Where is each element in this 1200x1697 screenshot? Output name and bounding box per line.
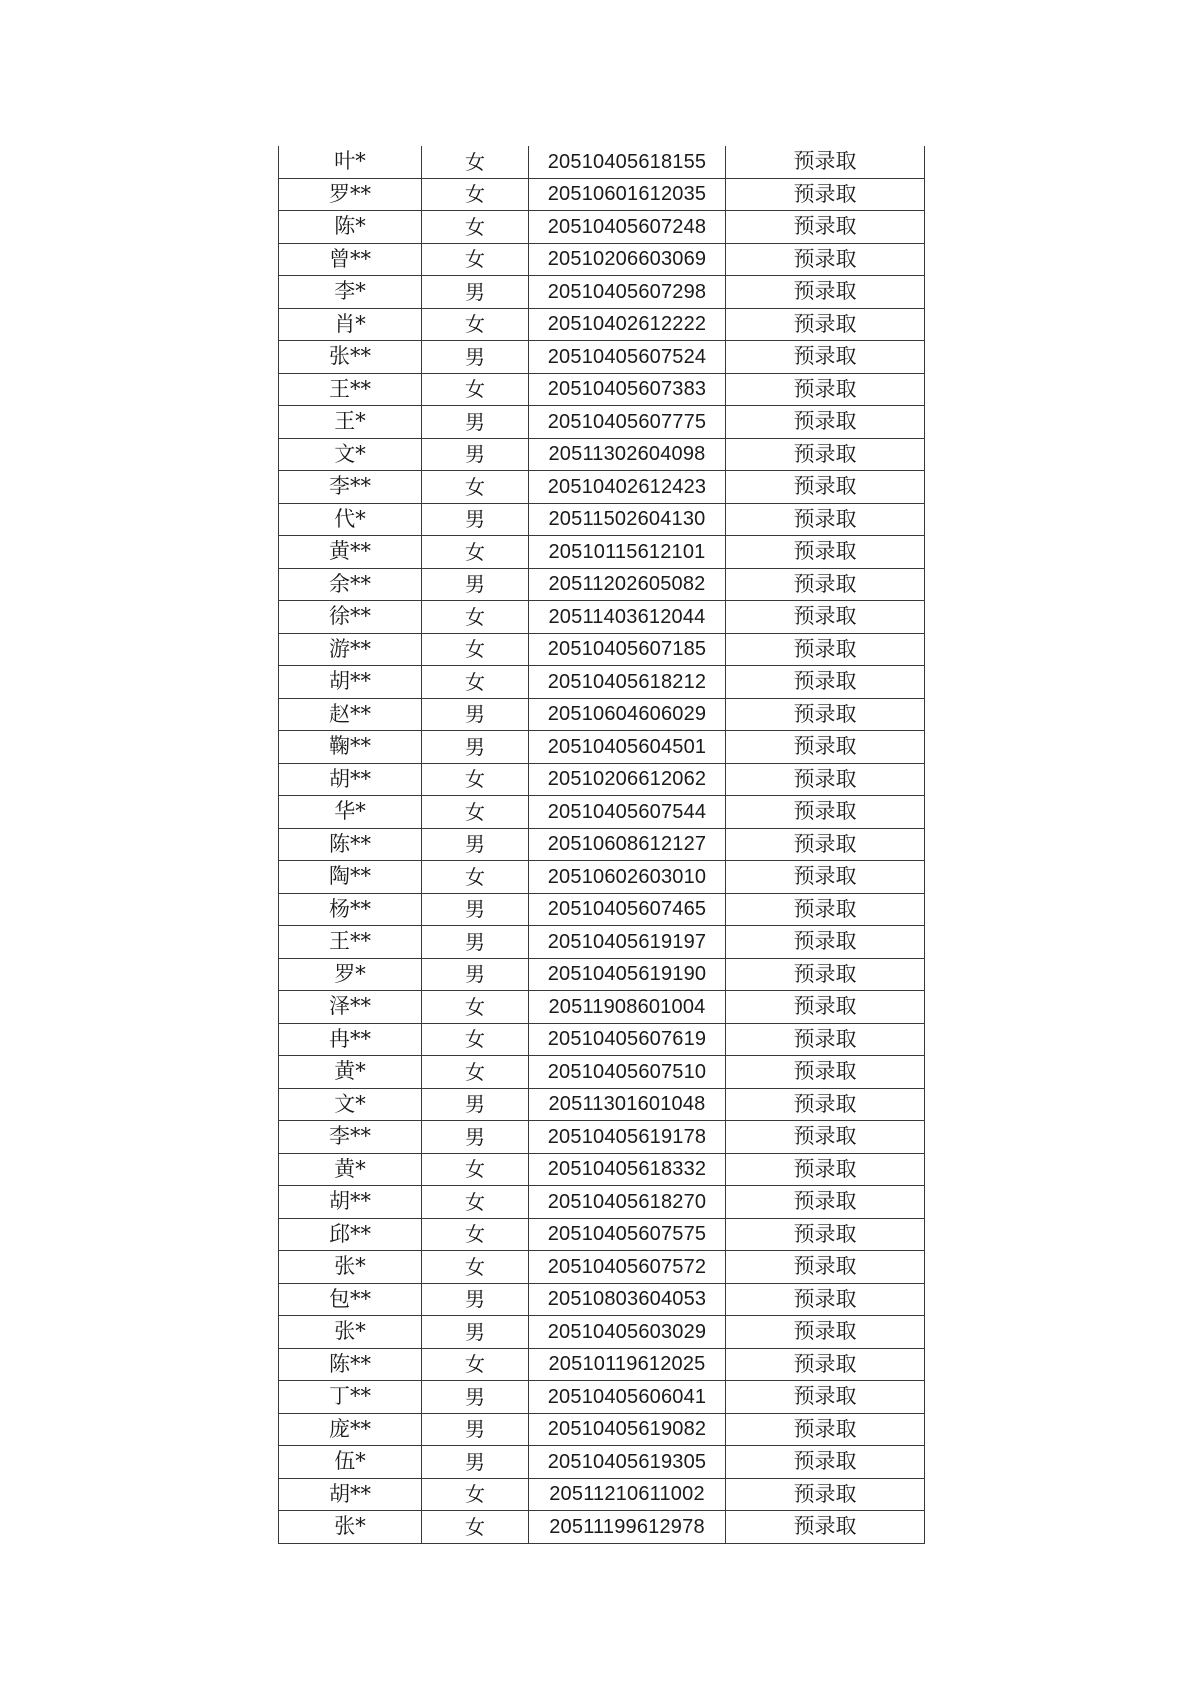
student-name-cell: 张* [279, 1316, 422, 1349]
admission-id-cell: 20510602603010 [529, 861, 726, 894]
status-cell: 预录取 [726, 1446, 925, 1479]
status-cell: 预录取 [726, 536, 925, 569]
gender-cell: 男 [422, 828, 529, 861]
table-row [279, 633, 925, 666]
student-name-cell: 邱** [279, 1218, 422, 1251]
table-row [279, 276, 925, 309]
student-name-cell: 泽** [279, 991, 422, 1024]
admission-id-cell: 20510405607544 [529, 796, 726, 829]
gender-cell: 女 [422, 536, 529, 569]
gender-cell: 男 [422, 1283, 529, 1316]
gender-cell: 男 [422, 893, 529, 926]
admission-id-cell: 20510119612025 [529, 1348, 726, 1381]
student-name-cell: 陈* [279, 211, 422, 244]
status-cell: 预录取 [726, 178, 925, 211]
admission-id-cell: 20510405607510 [529, 1056, 726, 1089]
gender-cell: 女 [422, 373, 529, 406]
table-row [279, 731, 925, 764]
table-row [279, 763, 925, 796]
gender-cell: 女 [422, 308, 529, 341]
student-name-cell: 张* [279, 1251, 422, 1284]
student-name-cell: 胡** [279, 1186, 422, 1219]
student-name-cell: 曾** [279, 243, 422, 276]
admission-id-cell: 20510601612035 [529, 178, 726, 211]
student-name-cell: 王** [279, 373, 422, 406]
table-row [279, 406, 925, 439]
student-name-cell: 代* [279, 503, 422, 536]
status-cell: 预录取 [726, 438, 925, 471]
admission-id-cell: 20510405619082 [529, 1413, 726, 1446]
table-row [279, 471, 925, 504]
table-row [279, 893, 925, 926]
table-row [279, 178, 925, 211]
table-row [279, 1511, 925, 1544]
status-cell: 预录取 [726, 1121, 925, 1154]
status-cell: 预录取 [726, 503, 925, 536]
status-cell: 预录取 [726, 763, 925, 796]
admission-id-cell: 20510405606041 [529, 1381, 726, 1414]
table-row [279, 308, 925, 341]
student-name-cell: 黄** [279, 536, 422, 569]
student-name-cell: 王** [279, 926, 422, 959]
table-row [279, 1446, 925, 1479]
table-row [279, 926, 925, 959]
student-name-cell: 张** [279, 341, 422, 374]
student-name-cell: 罗* [279, 958, 422, 991]
gender-cell: 女 [422, 666, 529, 699]
admission-id-cell: 20510405618270 [529, 1186, 726, 1219]
status-cell: 预录取 [726, 731, 925, 764]
gender-cell: 男 [422, 568, 529, 601]
admission-id-cell: 20510405619305 [529, 1446, 726, 1479]
table-row [279, 1381, 925, 1414]
student-name-cell: 包** [279, 1283, 422, 1316]
student-name-cell: 李* [279, 276, 422, 309]
status-cell: 预录取 [726, 1023, 925, 1056]
status-cell: 预录取 [726, 796, 925, 829]
admission-id-cell: 20510405603029 [529, 1316, 726, 1349]
gender-cell: 男 [422, 276, 529, 309]
status-cell: 预录取 [726, 308, 925, 341]
table-row [279, 1088, 925, 1121]
admission-id-cell: 20510405618332 [529, 1153, 726, 1186]
gender-cell: 女 [422, 1218, 529, 1251]
admission-id-cell: 20510405604501 [529, 731, 726, 764]
gender-cell: 男 [422, 406, 529, 439]
admission-id-cell: 20511908601004 [529, 991, 726, 1024]
table-row [279, 1056, 925, 1089]
gender-cell: 女 [422, 1348, 529, 1381]
status-cell: 预录取 [726, 601, 925, 634]
student-name-cell: 伍* [279, 1446, 422, 1479]
admission-id-cell: 20510405607383 [529, 373, 726, 406]
admission-id-cell: 20510402612222 [529, 308, 726, 341]
admission-id-cell: 20510405607524 [529, 341, 726, 374]
student-name-cell: 游** [279, 633, 422, 666]
gender-cell: 女 [422, 861, 529, 894]
admission-id-cell: 20510405607185 [529, 633, 726, 666]
admission-id-cell: 20510206603069 [529, 243, 726, 276]
table-row [279, 243, 925, 276]
gender-cell: 女 [422, 633, 529, 666]
admission-id-cell: 20510402612423 [529, 471, 726, 504]
status-cell: 预录取 [726, 1153, 925, 1186]
gender-cell: 女 [422, 796, 529, 829]
student-name-cell: 胡** [279, 1478, 422, 1511]
gender-cell: 男 [422, 438, 529, 471]
admission-id-cell: 20510405618155 [529, 146, 726, 178]
table-row [279, 958, 925, 991]
admission-id-cell: 20510405607298 [529, 276, 726, 309]
status-cell: 预录取 [726, 1413, 925, 1446]
admission-id-cell: 20510405607248 [529, 211, 726, 244]
student-name-cell: 陈** [279, 828, 422, 861]
status-cell: 预录取 [726, 1088, 925, 1121]
table-row [279, 536, 925, 569]
gender-cell: 女 [422, 1056, 529, 1089]
gender-cell: 女 [422, 1511, 529, 1544]
status-cell: 预录取 [726, 1381, 925, 1414]
status-cell: 预录取 [726, 698, 925, 731]
status-cell: 预录取 [726, 211, 925, 244]
roster-table-body [279, 146, 925, 1543]
admission-roster-table [278, 146, 925, 1544]
status-cell: 预录取 [726, 666, 925, 699]
admission-id-cell: 20510604606029 [529, 698, 726, 731]
gender-cell: 男 [422, 1088, 529, 1121]
admission-id-cell: 20510405607575 [529, 1218, 726, 1251]
gender-cell: 女 [422, 146, 529, 178]
gender-cell: 男 [422, 926, 529, 959]
student-name-cell: 胡** [279, 763, 422, 796]
gender-cell: 男 [422, 1121, 529, 1154]
table-row [279, 1218, 925, 1251]
gender-cell: 男 [422, 698, 529, 731]
gender-cell: 男 [422, 731, 529, 764]
gender-cell: 女 [422, 471, 529, 504]
admission-id-cell: 20511301601048 [529, 1088, 726, 1121]
student-name-cell: 李** [279, 1121, 422, 1154]
status-cell: 预录取 [726, 633, 925, 666]
table-row [279, 211, 925, 244]
table-row [279, 698, 925, 731]
status-cell: 预录取 [726, 926, 925, 959]
table-row [279, 1316, 925, 1349]
table-row [279, 828, 925, 861]
gender-cell: 男 [422, 1446, 529, 1479]
table-row [279, 438, 925, 471]
status-cell: 预录取 [726, 958, 925, 991]
gender-cell: 男 [422, 341, 529, 374]
student-name-cell: 鞠** [279, 731, 422, 764]
student-name-cell: 李** [279, 471, 422, 504]
student-name-cell: 文* [279, 1088, 422, 1121]
status-cell: 预录取 [726, 1316, 925, 1349]
student-name-cell: 罗** [279, 178, 422, 211]
table-row [279, 568, 925, 601]
student-name-cell: 胡** [279, 666, 422, 699]
admission-id-cell: 20511502604130 [529, 503, 726, 536]
status-cell: 预录取 [726, 1348, 925, 1381]
table-row [279, 1478, 925, 1511]
table-row [279, 1186, 925, 1219]
student-name-cell: 庞** [279, 1413, 422, 1446]
gender-cell: 男 [422, 1316, 529, 1349]
admission-id-cell: 20510803604053 [529, 1283, 726, 1316]
table-row [279, 991, 925, 1024]
admission-id-cell: 20511199612978 [529, 1511, 726, 1544]
status-cell: 预录取 [726, 243, 925, 276]
student-name-cell: 黄* [279, 1056, 422, 1089]
status-cell: 预录取 [726, 1283, 925, 1316]
status-cell: 预录取 [726, 406, 925, 439]
admission-id-cell: 20510405607619 [529, 1023, 726, 1056]
admission-id-cell: 20511202605082 [529, 568, 726, 601]
admission-id-cell: 20510405618212 [529, 666, 726, 699]
status-cell: 预录取 [726, 568, 925, 601]
gender-cell: 男 [422, 1381, 529, 1414]
table-row [279, 666, 925, 699]
admission-id-cell: 20511302604098 [529, 438, 726, 471]
student-name-cell: 张* [279, 1511, 422, 1544]
admission-id-cell: 20510115612101 [529, 536, 726, 569]
gender-cell: 女 [422, 1023, 529, 1056]
status-cell: 预录取 [726, 373, 925, 406]
admission-id-cell: 20510405607775 [529, 406, 726, 439]
admission-id-cell: 20510206612062 [529, 763, 726, 796]
status-cell: 预录取 [726, 341, 925, 374]
gender-cell: 女 [422, 1251, 529, 1284]
gender-cell: 女 [422, 1153, 529, 1186]
student-name-cell: 冉** [279, 1023, 422, 1056]
table-row [279, 1023, 925, 1056]
admission-id-cell: 20510405619197 [529, 926, 726, 959]
student-name-cell: 赵** [279, 698, 422, 731]
gender-cell: 男 [422, 503, 529, 536]
status-cell: 预录取 [726, 1186, 925, 1219]
status-cell: 预录取 [726, 1218, 925, 1251]
gender-cell: 女 [422, 991, 529, 1024]
status-cell: 预录取 [726, 828, 925, 861]
table-row [279, 861, 925, 894]
table-row [279, 1348, 925, 1381]
table-row [279, 373, 925, 406]
gender-cell: 女 [422, 763, 529, 796]
table-row [279, 146, 925, 178]
gender-cell: 男 [422, 958, 529, 991]
admission-id-cell: 20510405619190 [529, 958, 726, 991]
gender-cell: 男 [422, 1413, 529, 1446]
status-cell: 预录取 [726, 276, 925, 309]
student-name-cell: 陶** [279, 861, 422, 894]
status-cell: 预录取 [726, 471, 925, 504]
table-row [279, 341, 925, 374]
student-name-cell: 华* [279, 796, 422, 829]
status-cell: 预录取 [726, 1511, 925, 1544]
student-name-cell: 黄* [279, 1153, 422, 1186]
table-row [279, 601, 925, 634]
status-cell: 预录取 [726, 861, 925, 894]
student-name-cell: 余** [279, 568, 422, 601]
gender-cell: 女 [422, 1186, 529, 1219]
student-name-cell: 肖* [279, 308, 422, 341]
status-cell: 预录取 [726, 1251, 925, 1284]
table-row [279, 1121, 925, 1154]
gender-cell: 女 [422, 243, 529, 276]
table-row [279, 1153, 925, 1186]
status-cell: 预录取 [726, 991, 925, 1024]
table-row [279, 1283, 925, 1316]
student-name-cell: 文* [279, 438, 422, 471]
admission-id-cell: 20511210611002 [529, 1478, 726, 1511]
student-name-cell: 杨** [279, 893, 422, 926]
table-row [279, 1251, 925, 1284]
table-row [279, 796, 925, 829]
admission-id-cell: 20510405607465 [529, 893, 726, 926]
status-cell: 预录取 [726, 1056, 925, 1089]
student-name-cell: 叶* [279, 146, 422, 178]
admission-id-cell: 20511403612044 [529, 601, 726, 634]
status-cell: 预录取 [726, 146, 925, 178]
gender-cell: 女 [422, 178, 529, 211]
table-row [279, 1413, 925, 1446]
status-cell: 预录取 [726, 1478, 925, 1511]
admission-id-cell: 20510608612127 [529, 828, 726, 861]
student-name-cell: 徐** [279, 601, 422, 634]
student-name-cell: 王* [279, 406, 422, 439]
admission-id-cell: 20510405619178 [529, 1121, 726, 1154]
student-name-cell: 陈** [279, 1348, 422, 1381]
table-row [279, 503, 925, 536]
gender-cell: 女 [422, 211, 529, 244]
gender-cell: 女 [422, 1478, 529, 1511]
gender-cell: 女 [422, 601, 529, 634]
student-name-cell: 丁** [279, 1381, 422, 1414]
status-cell: 预录取 [726, 893, 925, 926]
admission-id-cell: 20510405607572 [529, 1251, 726, 1284]
